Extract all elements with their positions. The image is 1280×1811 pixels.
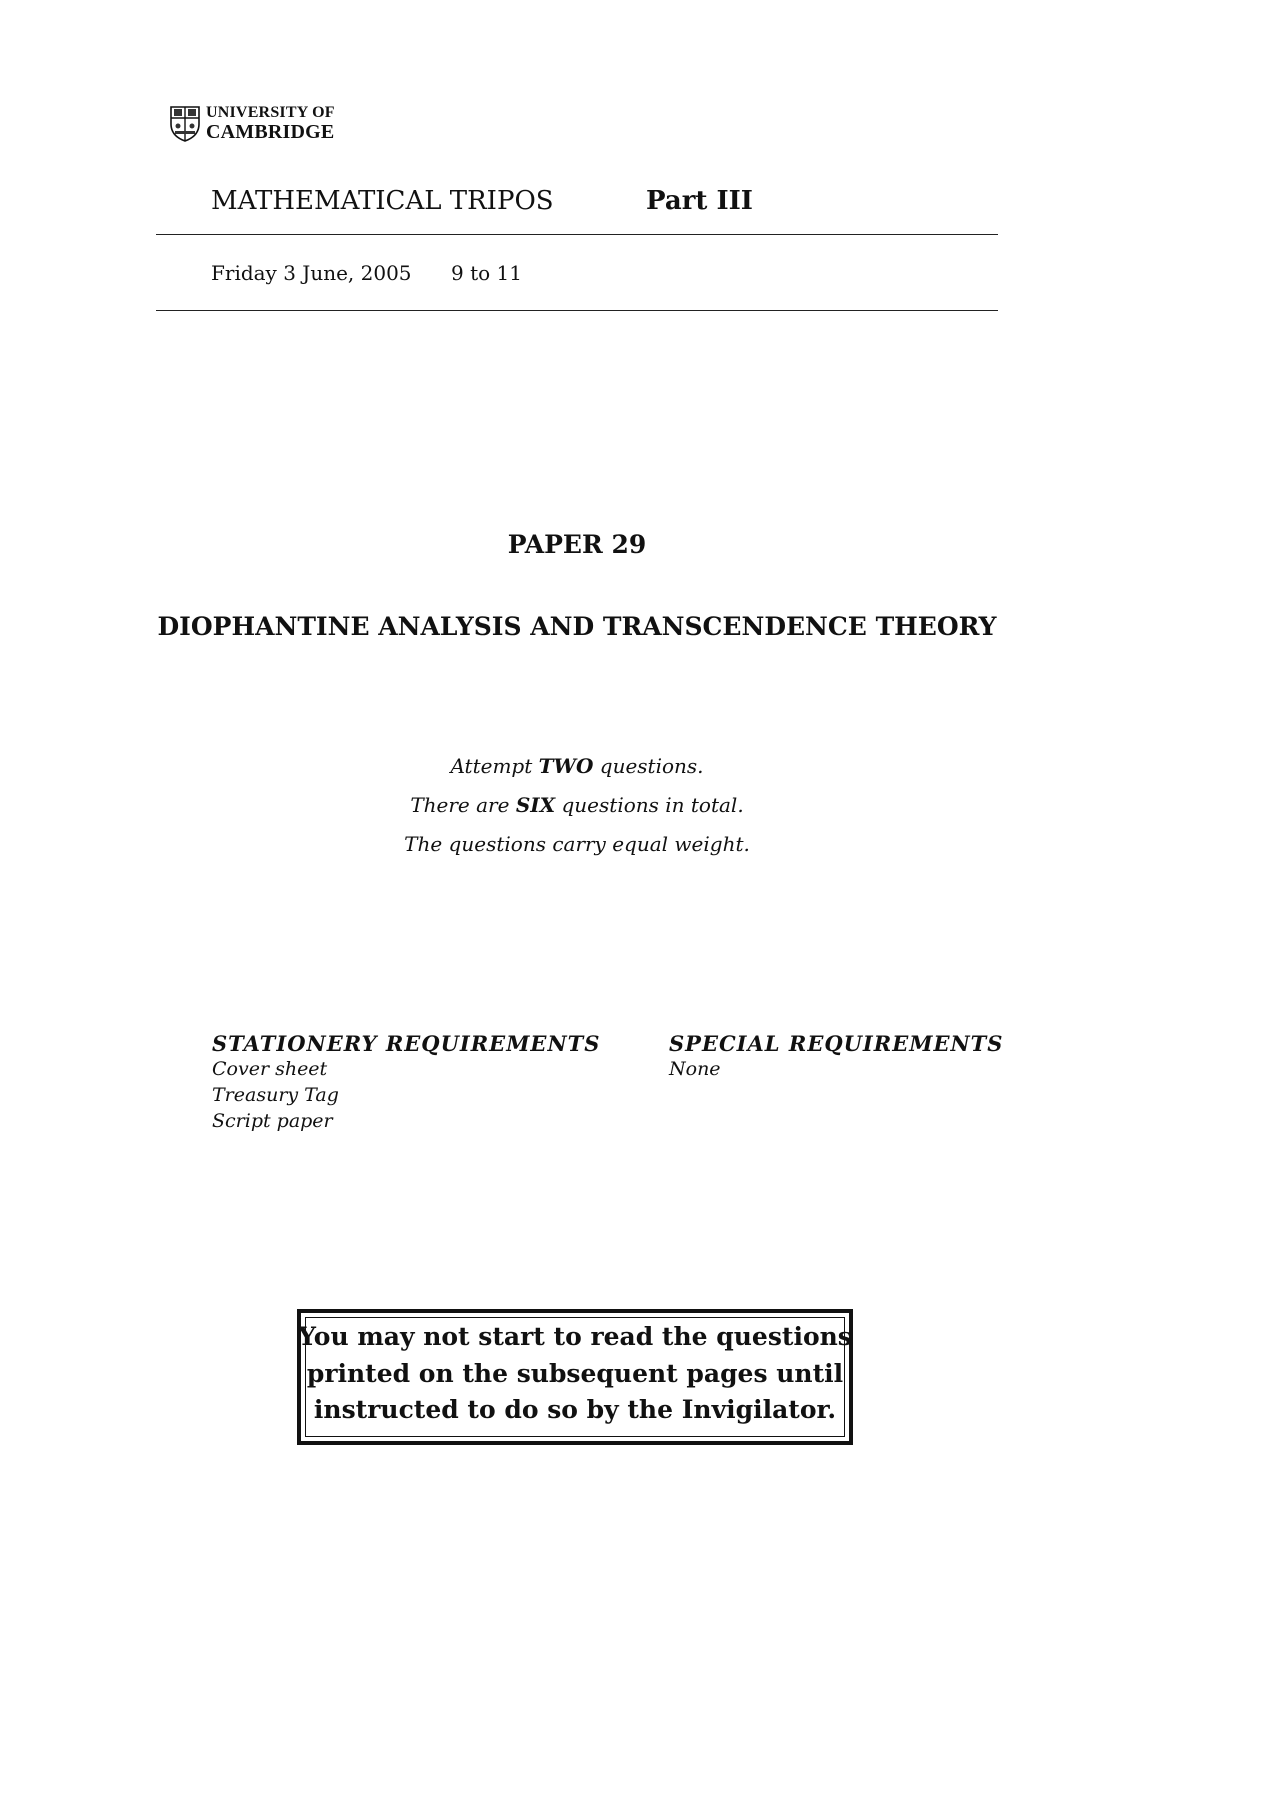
header-rule-bottom	[156, 310, 998, 311]
instruction-attempt-post: questions.	[593, 754, 704, 778]
special-item: None	[669, 1058, 721, 1080]
notice-line: instructed to do so by the Invigilator.	[313, 1395, 837, 1424]
instruction-total-post: questions in total.	[555, 793, 744, 817]
stationery-item: Treasury Tag	[212, 1084, 339, 1106]
instruction-attempt	[0, 754, 1154, 778]
notice-line: printed on the subsequent pages until	[306, 1359, 844, 1388]
exam-date: Friday 3 June, 2005	[211, 261, 412, 285]
paper-number: PAPER 29	[507, 530, 647, 559]
instruction-attempt-count: TWO	[538, 754, 594, 778]
instruction-total-count: SIX	[515, 793, 556, 817]
notice-line: You may not start to read the questions	[298, 1322, 852, 1351]
university-name-line2: CAMBRIDGE	[206, 121, 335, 143]
stationery-requirements-heading: STATIONERY REQUIREMENTS	[212, 1031, 601, 1056]
header-rule-top	[156, 234, 998, 235]
instruction-total-pre: There are	[410, 793, 516, 817]
stationery-item: Cover sheet	[212, 1058, 328, 1080]
instruction-attempt-pre: Attempt	[450, 754, 539, 778]
university-crest-icon	[170, 106, 200, 142]
tripos-title: MATHEMATICAL TRIPOS	[211, 186, 554, 216]
university-name-line1: UNIVERSITY OF	[206, 104, 335, 121]
instruction-total	[0, 793, 1154, 817]
special-requirements-heading: SPECIAL REQUIREMENTS	[669, 1031, 1004, 1056]
stationery-item: Script paper	[212, 1110, 333, 1132]
exam-time: 9 to 11	[451, 261, 522, 285]
instruction-weight: The questions carry equal weight.	[404, 832, 750, 856]
tripos-part: Part III	[646, 186, 753, 216]
paper-title: DIOPHANTINE ANALYSIS AND TRANSCENDENCE THEORY	[157, 612, 997, 641]
